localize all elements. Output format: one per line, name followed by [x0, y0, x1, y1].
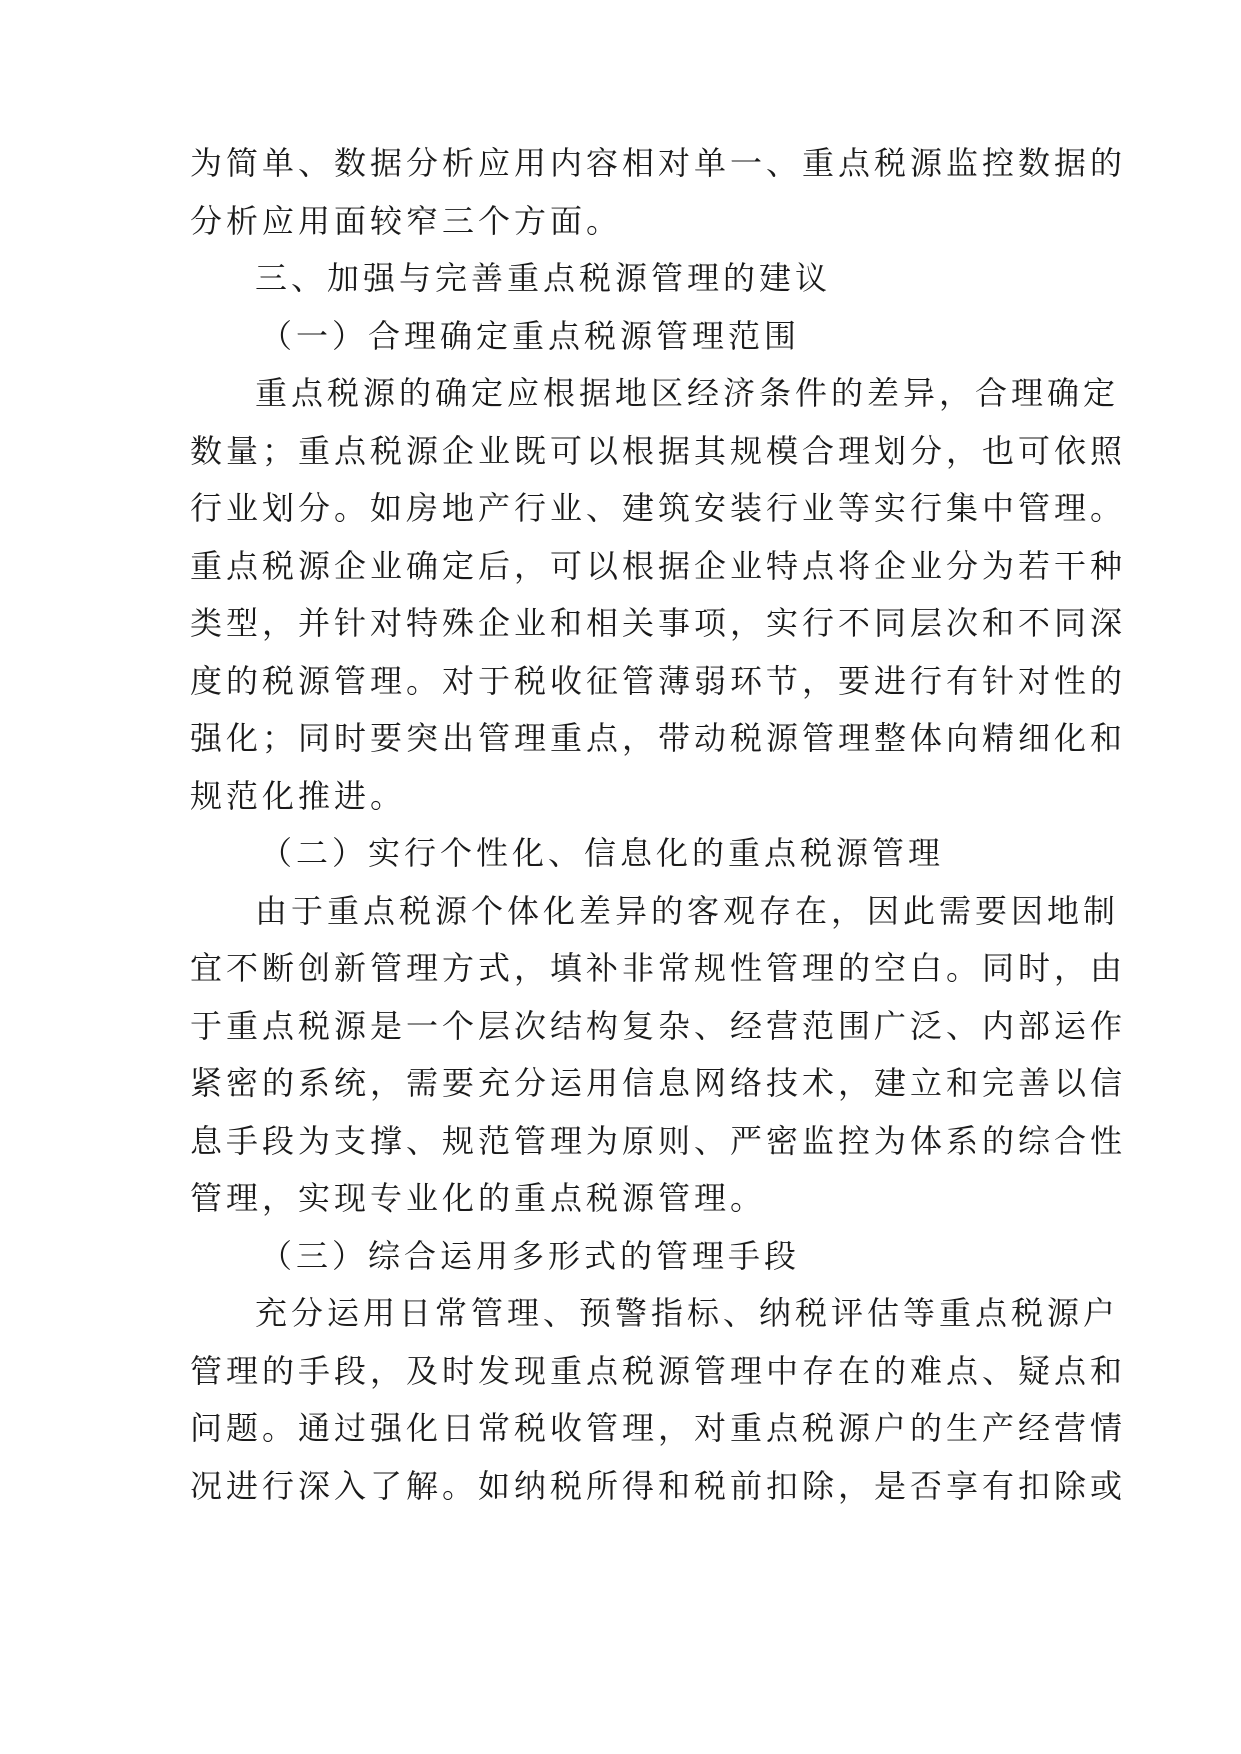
- paragraph-3-line-2: 管理的手段，及时发现重点税源管理中存在的难点、疑点和: [190, 1351, 1127, 1390]
- paragraph-2-line-2: 宜不断创新管理方式，填补非常规性管理的空白。同时，由: [190, 949, 1127, 987]
- paragraph-1-line-1: 重点税源的确定应根据地区经济条件的差异，合理确定: [255, 374, 1120, 412]
- body-line-1: 为简单、数据分析应用内容相对单一、重点税源监控数据的: [190, 144, 1127, 182]
- paragraph-1-line-8: 规范化推进。: [190, 776, 407, 815]
- paragraph-2-line-5: 息手段为支撑、规范管理为原则、严密监控为体系的综合性: [190, 1121, 1127, 1160]
- paragraph-2-line-1: 由于重点税源个体化差异的客观存在，因此需要因地制: [255, 891, 1120, 930]
- subsection-heading-1: （一）合理确定重点税源管理范围: [260, 316, 801, 355]
- paragraph-3-line-1: 充分运用日常管理、预警指标、纳税评估等重点税源户: [255, 1294, 1120, 1332]
- paragraph-2-line-3: 于重点税源是一个层次结构复杂、经营范围广泛、内部运作: [190, 1006, 1127, 1045]
- paragraph-1-line-3: 行业划分。如房地产行业、建筑安装行业等实行集中管理。: [190, 489, 1127, 527]
- paragraph-1-line-2: 数量；重点税源企业既可以根据其规模合理划分，也可依照: [190, 431, 1127, 470]
- subsection-heading-2: （二）实行个性化、信息化的重点税源管理: [260, 834, 945, 872]
- paragraph-3-line-4: 况进行深入了解。如纳税所得和税前扣除，是否享有扣除或: [190, 1466, 1127, 1505]
- paragraph-1-line-7: 强化；同时要突出管理重点，带动税源管理整体向精细化和: [190, 719, 1127, 757]
- paragraph-1-line-6: 度的税源管理。对于税收征管薄弱环节，要进行有针对性的: [190, 661, 1127, 700]
- paragraph-1-line-5: 类型，并针对特殊企业和相关事项，实行不同层次和不同深: [190, 604, 1127, 642]
- subsection-heading-3: （三）综合运用多形式的管理手段: [260, 1236, 801, 1275]
- body-line-2: 分析应用面较窄三个方面。: [190, 201, 623, 240]
- paragraph-2-line-4: 紧密的系统，需要充分运用信息网络技术，建立和完善以信: [190, 1064, 1127, 1102]
- paragraph-1-line-4: 重点税源企业确定后，可以根据企业特点将企业分为若干种: [190, 546, 1127, 585]
- paragraph-3-line-3: 问题。通过强化日常税收管理，对重点税源户的生产经营情: [190, 1409, 1127, 1447]
- section-heading: 三、加强与完善重点税源管理的建议: [255, 259, 832, 297]
- paragraph-2-line-6: 管理，实现专业化的重点税源管理。: [190, 1179, 767, 1217]
- document-page: [190, 135, 1127, 1515]
